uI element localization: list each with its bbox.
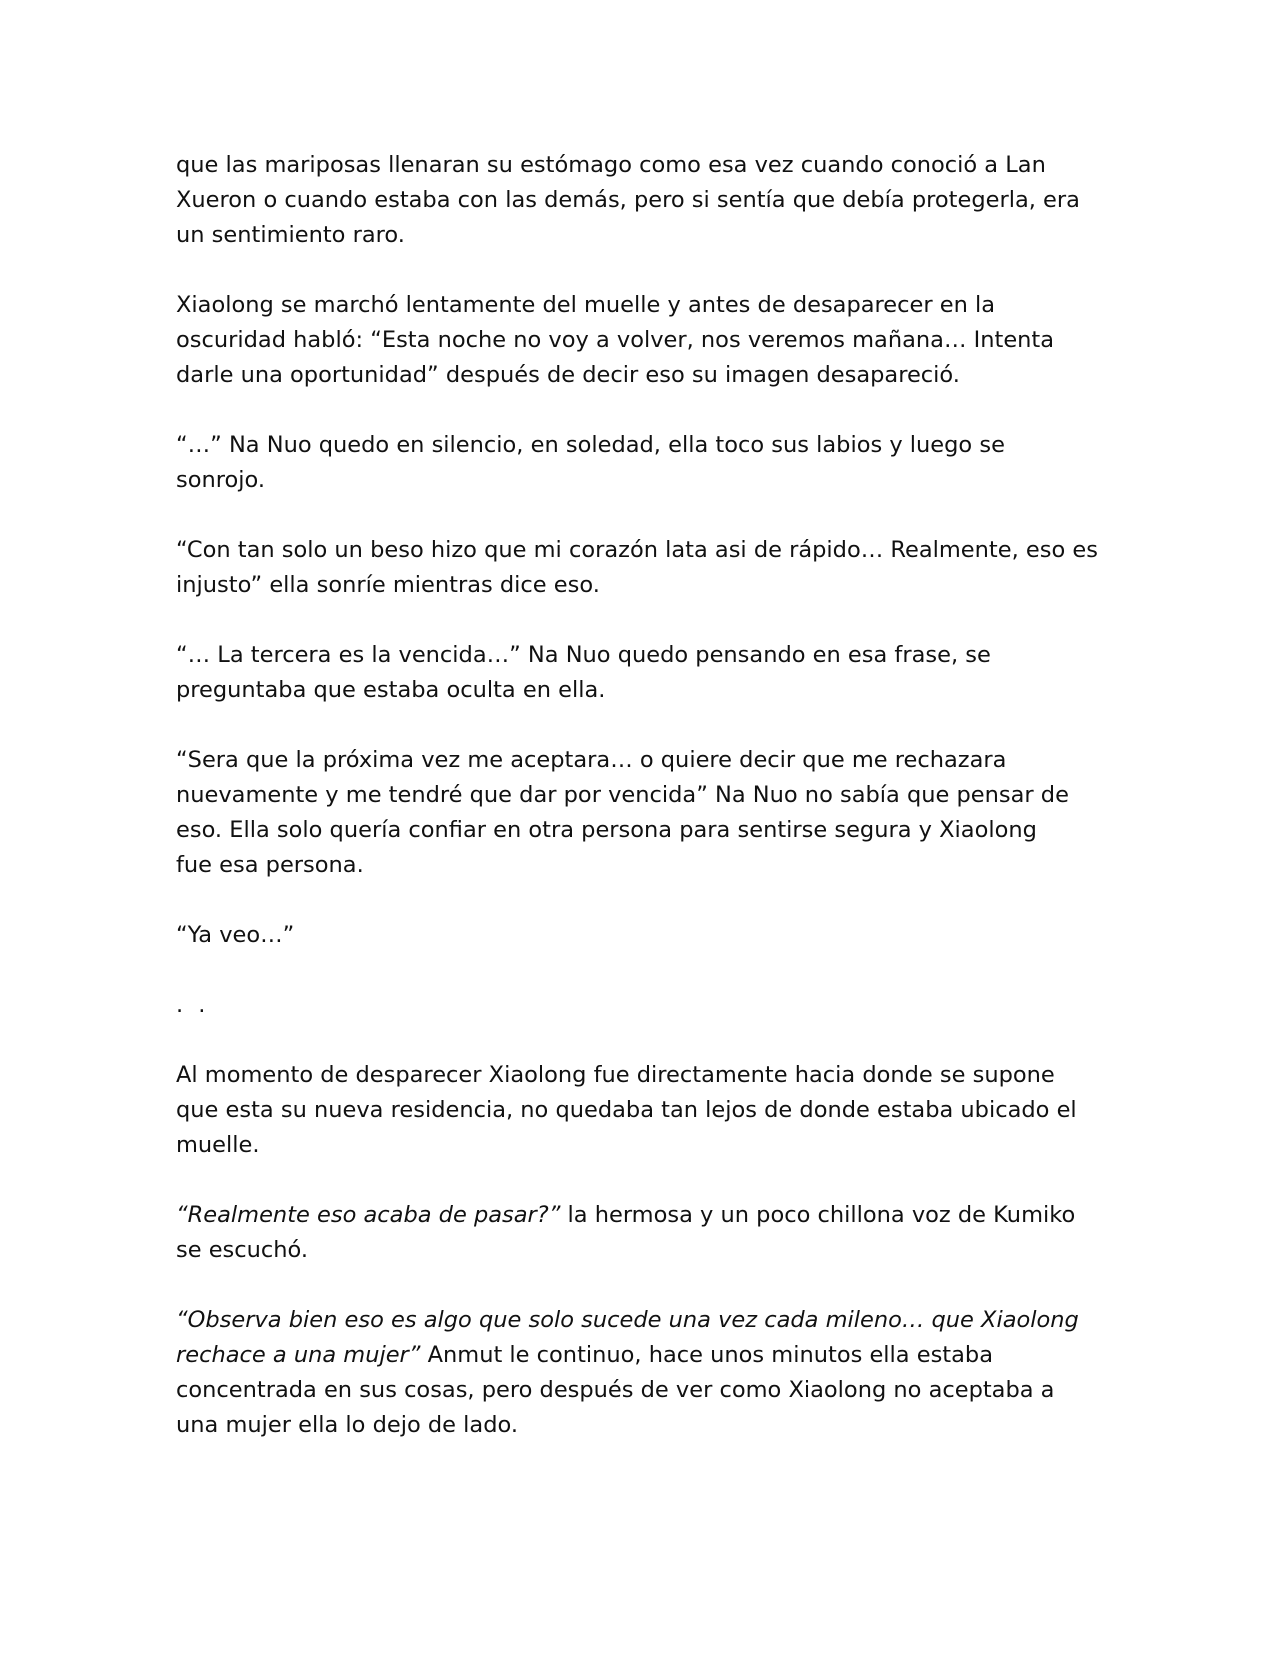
paragraph — [176, 533, 1116, 603]
text-line: Al momento de desparecer Xiaolong fue directamente hacia donde se supone — [176, 1062, 1055, 1088]
paragraph — [176, 1198, 1116, 1268]
paragraph — [176, 638, 1116, 708]
text-line: eso. Ella solo quería confiar en otra persona para sentirse segura y Xiaolong — [176, 817, 1037, 843]
text-line: que esta su nueva residencia, no quedaba tan lejos de donde estaba ubicado el — [176, 1097, 1077, 1123]
text-line: fue esa persona. — [176, 852, 364, 878]
scene-separator — [176, 988, 1116, 1023]
text-line: se escuchó. — [176, 1237, 309, 1263]
text-line: preguntaba que estaba oculta en ella. — [176, 677, 606, 703]
text-line: “…” Na Nuo quedo en silencio, en soledad, ella toco sus labios y luego se — [176, 432, 1005, 458]
text-run: Anmut le continuo, hace unos minutos ella estaba — [420, 1342, 993, 1368]
text-run: la hermosa y un poco chillona voz de Kumiko — [560, 1202, 1076, 1228]
paragraph — [176, 288, 1116, 393]
text-line — [176, 1198, 1116, 1233]
paragraph — [176, 743, 1116, 883]
paragraph — [176, 148, 1116, 253]
text-line: sonrojo. — [176, 467, 266, 493]
text-line: Xueron o cuando estaba con las demás, pero si sentía que debía protegerla, era — [176, 187, 1080, 213]
text-line: Xiaolong se marchó lentamente del muelle y antes de desaparecer en la — [176, 292, 996, 318]
paragraph — [176, 1058, 1116, 1163]
text-line: oscuridad habló: “Esta noche no voy a volver, nos veremos mañana… Intenta — [176, 327, 1055, 353]
text-line: concentrada en sus cosas, pero después de ver como Xiaolong no aceptaba a — [176, 1377, 1055, 1403]
text-line: nuevamente y me tendré que dar por vencida” Na Nuo no sabía que pensar de — [176, 782, 1069, 808]
text-line — [176, 1338, 1116, 1373]
text-line: un sentimiento raro. — [176, 222, 405, 248]
italic-dialogue: rechace a una mujer” — [176, 1342, 421, 1368]
paragraph — [176, 428, 1116, 498]
italic-dialogue: “Observa bien eso es algo que solo sucede una vez cada mileno… que Xiaolong — [176, 1307, 1079, 1333]
text-line: “Sera que la próxima vez me aceptara… o quiere decir que me rechazara — [176, 747, 1007, 773]
paragraph — [176, 918, 1116, 953]
text-line: que las mariposas llenaran su estómago como esa vez cuando conoció a Lan — [176, 152, 1046, 178]
italic-dialogue: “Realmente eso acaba de pasar?” — [176, 1202, 561, 1228]
separator-dots: . . — [176, 992, 210, 1018]
paragraph — [176, 1303, 1116, 1443]
text-line: “Ya veo…” — [176, 922, 295, 948]
text-line: injusto” ella sonríe mientras dice eso. — [176, 572, 600, 598]
text-line: una mujer ella lo dejo de lado. — [176, 1412, 519, 1438]
document-page — [176, 148, 1116, 1478]
text-line: darle una oportunidad” después de decir eso su imagen desapareció. — [176, 362, 960, 388]
text-line: “… La tercera es la vencida…” Na Nuo quedo pensando en esa frase, se — [176, 642, 991, 668]
text-line: muelle. — [176, 1132, 260, 1158]
text-line: “Con tan solo un beso hizo que mi corazón lata asi de rápido… Realmente, eso es — [176, 537, 1098, 563]
